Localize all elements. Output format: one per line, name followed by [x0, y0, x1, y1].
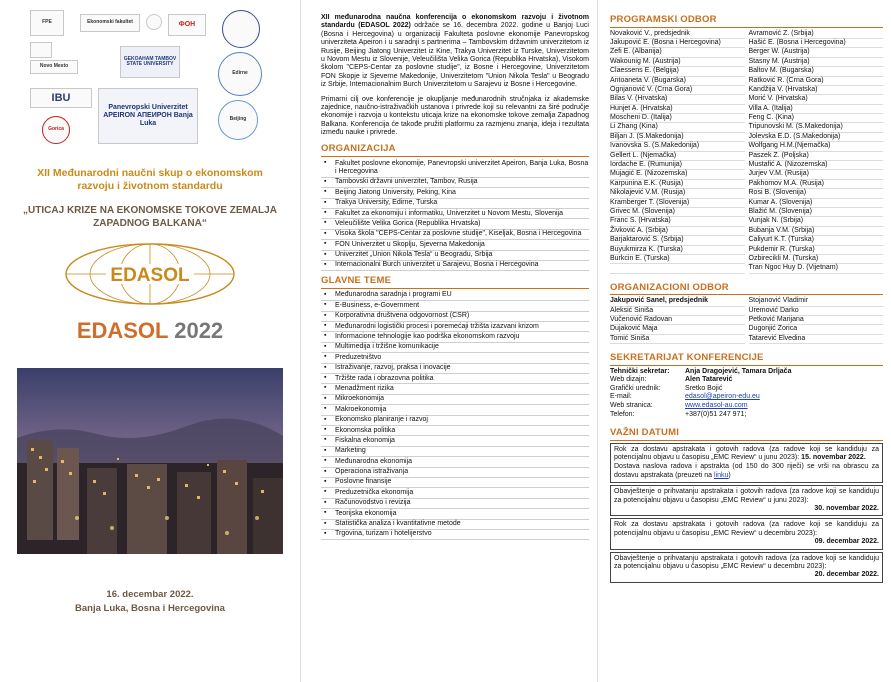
edasol-year: 2022	[174, 318, 224, 343]
tech-secretary-label: Tehnički sekretar:	[610, 367, 670, 375]
date-1-note-text: Dostava naslova radova i apstrakta (od 150 do 300 riječi) se vrši na obrascu za dostavu apstrakata (preuzeti na	[614, 463, 879, 479]
theme-item: ▪ Međunarodna saradnja i programi EU	[321, 291, 589, 301]
date-3-text: Rok za dostavu apstrakata i gotovih radova (za radove koji se kandiduju za potencijalnu objavu u časopisu „EMC Review“ u decembru 2023):	[614, 521, 879, 537]
theme-item: ▪ Marketing	[321, 447, 589, 457]
program-committee-member: Feng C. (Kina)	[749, 114, 884, 123]
program-committee-member: Bubanja V.M. (Srbija)	[749, 227, 884, 236]
theme-item: ▪ Istraživanje, razvoj, praksa i inovacije	[321, 364, 589, 374]
program-committee-member: Caliyurt K.T. (Turska)	[749, 236, 884, 245]
logo-seal	[146, 14, 162, 30]
theme-item: ▪ Ekonomsko planiranje i razvoj	[321, 416, 589, 426]
logo-beijing: Beijing	[218, 100, 258, 140]
banja-luka-night-photo	[17, 368, 283, 554]
program-committee-member: Li Zhang (Kina)	[610, 123, 745, 132]
program-committee-heading: PROGRAMSKI ODBOR	[610, 14, 883, 28]
date-4-date: 20. decembar 2022.	[814, 571, 879, 579]
organizing-committee-member: Dugonjić Zorica	[749, 325, 884, 334]
goal-paragraph: Primarni cilj ove konferencije je okupljanje međunarodnih stručnjaka iz akademske zajednice, naučno-istraživačkih ustanova i privrede koji su relevantni za širé područje ekonomije i razvoja u kontekstu uticaja krize na ekonomske tokove zemalja Zapadnog Balkana. Konferencija će takođe pružiti platformu za razmjenu znanja, ideja i rezultata između nauke i privrede.	[321, 95, 589, 137]
program-committee-member: Biljan J. (S.Makedonija)	[610, 133, 745, 142]
program-committee-member: Avramović Z. (Srbija)	[749, 30, 884, 39]
organizing-committee-member: Petković Marijana	[749, 316, 884, 325]
program-committee-member: Grivec M. (Slovenija)	[610, 208, 745, 217]
date-box-4	[610, 552, 883, 583]
program-committee-member: Jakupović E. (Bosna i Hercegovina)	[610, 39, 745, 48]
logo-fon: ФОН	[168, 14, 206, 36]
organization-item: ▪ Tambovski državni univerzitet, Tambov, Rusija	[321, 178, 589, 188]
program-committee-member: Wakounig M. (Austrija)	[610, 58, 745, 67]
conference-title: XII Međunarodni naučni skup o ekonomskom razvoju i životnom standardu	[37, 167, 263, 193]
theme-item: ▪ Menadžment rizika	[321, 384, 589, 394]
intro-paragraph	[321, 14, 589, 90]
program-committee-member: Ratković R. (Crna Gora)	[749, 77, 884, 86]
program-committee-member: Pakhomov M.A. (Rusija)	[749, 180, 884, 189]
theme-item: ▪ Poslovne finansije	[321, 478, 589, 488]
edasol-year-title	[50, 318, 250, 345]
program-committee-member: Berger W. (Austrija)	[749, 48, 884, 57]
abstract-form-link[interactable]: linku	[714, 471, 729, 479]
logo-fpe: FPE	[30, 10, 64, 36]
program-committee-member: Claessens E. (Belgija)	[610, 67, 745, 76]
logo-gorica: Gorica	[42, 116, 70, 144]
organization-item: ▪ Trakya University, Edirne, Turska	[321, 199, 589, 209]
theme-item: ▪ Preduzetništvo	[321, 353, 589, 363]
edasol-emblem	[60, 240, 240, 308]
program-committee-member: Pukdemir R. (Turska)	[749, 246, 884, 255]
program-committee-member: Kumar A. (Slovenija)	[749, 199, 884, 208]
date-2-date: 30. novembar 2022.	[814, 504, 879, 512]
organizing-committee-list	[610, 297, 883, 344]
program-committee-member: Tripunovski M. (S.Makedonija)	[749, 123, 884, 132]
program-committee-member: Ognjanović V. (Crna Gora)	[610, 86, 745, 95]
theme-item: ▪ Makroekonomija	[321, 405, 589, 415]
program-committee-member: Blažić M. (Slovenija)	[749, 208, 884, 217]
program-committee-member: Barjaktarović S. (Srbija)	[610, 236, 745, 245]
date-4-text: Obavještenje o prihvatanju apstrakata i gotovih radova (za radove koji se kandiduju za potencijalnu objavu u časopisu „EMC Review“ u decembru 2023):	[614, 554, 879, 570]
intro-rest: održaće se 16. decembra 2022. godine u Banjoj Luci (Bosna i Hercegovina) u organizaciji Fakulteta poslovne ekonomije Panevropskog univerziteta Apeiron i u saradnji s partnerima – Tambovskim državnim univerzitetom iz Rusije, Beijing Jiatong Univerzitet iz Kine, Trakya Univerzitet iz Turske, Univerzitetom u Novom Mestu iz Slovenije, Veleučilišta Velika Gorica (Republika Hrvatska), Visokom školom "CEPS-Centar za poslovne studije", iz Bosne i Hercegovine, Univerzitetom FON Skopje iz Sjeverne Makedonije, Univerzitetom "Union Nikola Tesla" u Beogradu iz Srbije, Internacionalnim Burch Univerzitetom u Sarajevu iz Bosne i Hercegovine.	[321, 22, 589, 89]
conference-theme: „UTICAJ KRIZE NA EKONOMSKE TOKOVE ZEMALJA ZAPADNOG BALKANA“	[23, 205, 277, 229]
program-committee-member: Rosi B. (Slovenija)	[749, 189, 884, 198]
program-committee-member: Burkcin E. (Turska)	[610, 255, 745, 264]
program-committee-member: Hašić E. (Bosna i Hercegovina)	[749, 39, 884, 48]
program-committee-member: Moscheni D. (Italija)	[610, 114, 745, 123]
logo-small-1	[30, 42, 52, 58]
theme-item: ▪ Međunarodni logistički procesi i poremećaji tržišta izazvani krizom	[321, 322, 589, 332]
program-committee-member: Mustafić A. (Nizozemska)	[749, 161, 884, 170]
phone-value: +387(0)51 247 971;	[685, 410, 747, 418]
organization-item: ▪ FON Univerzitet u Skoplju, Sjeverna Makedonija	[321, 240, 589, 250]
graphic-editor-value: Sretko Bojić	[685, 384, 723, 392]
theme-item: ▪ Informacione tehnologije kao podrška ekonomskom razvoju	[321, 332, 589, 342]
themes-heading: GLAVNE TEME	[321, 275, 589, 289]
date-1-note-end: )	[728, 471, 731, 479]
organization-list	[321, 159, 589, 271]
theme-item: ▪ Trgovina, turizam i hotelijerstvo	[321, 530, 589, 540]
program-committee-member: Franc S. (Hrvatska)	[610, 217, 745, 226]
organization-heading: ORGANIZACIJA	[321, 143, 589, 157]
program-committee-member: Živković A. (Srbija)	[610, 227, 745, 236]
program-committee-member: Ozbirecikli M. (Turska)	[749, 255, 884, 264]
organization-item: ▪ Internacionalni Burch univerzitet u Sarajevu, Bosna i Hercegovina	[321, 261, 589, 271]
program-committee-member: Kramberger T. (Slovenija)	[610, 199, 745, 208]
intro-bold: XII međunarodna naučna konferencija o ekonomskom razvoju i životnom standardu (EDASOL 2022)	[321, 14, 589, 30]
theme-item: ▪ Statistička analiza i kvantitativne metode	[321, 520, 589, 530]
logo-novo-mesto: Novo Mesto	[30, 60, 78, 74]
program-committee-member: Bilas V. (Hrvatska)	[610, 95, 745, 104]
logo-ekonomski-fakultet: Ekonomski fakultet	[80, 14, 140, 32]
program-committee-member: Karpunina E.K. (Rusija)	[610, 180, 745, 189]
program-committee-member: Hunjet A. (Hrvatska)	[610, 105, 745, 114]
theme-item: ▪ Fiskalna ekonomija	[321, 436, 589, 446]
organizing-committee-member: Tomić Siniša	[610, 335, 745, 344]
event-date: 16. decembar 2022.	[106, 589, 194, 600]
theme-item: ▪ Mikroekonomija	[321, 395, 589, 405]
email-link[interactable]: edasol@apeiron-edu.eu	[685, 393, 760, 401]
program-committee-member: Paszek Z. (Poljska)	[749, 152, 884, 161]
program-committee-member: Baltov M. (Bugarska)	[749, 67, 884, 76]
program-committee-member: Jurjev V.M. (Rusija)	[749, 170, 884, 179]
program-committee-member: Antoaneta V. (Bugarska)	[610, 77, 745, 86]
date-box-3	[610, 518, 883, 549]
web-design-label: Web dizajn:	[610, 376, 647, 384]
organization-item: ▪ Beijing Jiatong University, Peking, Kina	[321, 188, 589, 198]
date-1-date: 15. novembar 2022.	[801, 454, 866, 461]
tech-secretary-value: Anja Dragojević, Tamara Drljača	[685, 367, 792, 375]
program-committee-member: Wolfgang H.M.(Njemačka)	[749, 142, 884, 151]
theme-item: ▪ E-Business, e-Government	[321, 301, 589, 311]
graphic-editor-label: Grafički urednik:	[610, 384, 661, 392]
organizing-committee-member: Uremović Darko	[749, 307, 884, 316]
logo-ibu: IBU	[30, 88, 92, 108]
program-committee-member: Morić V. (Hrvatska)	[749, 95, 884, 104]
organizing-committee-member: Dujaković Maja	[610, 325, 745, 334]
committees-panel	[597, 0, 891, 682]
program-committee-member: Kandžija V. (Hrvatska)	[749, 86, 884, 95]
date-2-text: Obavještenje o prihvatanju apstrakata i gotovih radova (za radove koji se kandiduju za potencijalnu objavu u časopisu „EMC Review“ u junu 2023):	[614, 488, 879, 504]
themes-list	[321, 291, 589, 540]
program-committee-member: Buyukmirza K. (Turska)	[610, 246, 745, 255]
organization-item: ▪ Fakultet poslovne ekonomije, Panevropski univerzitet Apeiron, Banja Luka, Bosna i Hercegovina	[321, 159, 589, 178]
program-committee-member: Mujagić E. (Nizozemska)	[610, 170, 745, 179]
theme-item: ▪ Multimedija i tržišne komunikacije	[321, 343, 589, 353]
program-committee-member: Vunjak N. (Srbija)	[749, 217, 884, 226]
program-committee-list	[610, 30, 883, 274]
edasol-name: EDASOL	[76, 318, 169, 343]
important-dates-heading: VAŽNI DATUMI	[610, 427, 883, 441]
organization-item: ▪ Univerzitet „Union Nikola Tesla“ u Beogradu, Srbija	[321, 251, 589, 261]
secretariat-details	[610, 368, 883, 419]
date-box-2	[610, 485, 883, 516]
theme-item: ▪ Računovodstvo i revizija	[321, 499, 589, 509]
organizing-committee-heading: ORGANIZACIONI ODBOR	[610, 282, 883, 296]
phone-label: Telefon:	[610, 410, 635, 418]
date-box-1	[610, 443, 883, 484]
logo-apeiron: Panevropski Univerzitet APEIRON АПЕИРОН Banja Luka	[98, 88, 198, 144]
organizing-committee-member: Stojanović Vladimir	[749, 297, 884, 306]
logo-university-crest	[222, 10, 260, 48]
program-committee-member: Stasny M. (Austrija)	[749, 58, 884, 67]
cover-panel	[0, 0, 300, 682]
date-3-date: 09. decembar 2022.	[814, 538, 879, 546]
website-link[interactable]: www.edasol-au.com	[685, 401, 748, 409]
program-committee-member: Iordache E. (Rumunija)	[610, 161, 745, 170]
web-design-value: Alen Tatarević	[685, 376, 733, 384]
organizing-committee-member: Tatarević Elvedina	[749, 335, 884, 344]
organizing-committee-member: Aleksić Siniša	[610, 307, 745, 316]
theme-item: ▪ Međunarodna ekonomija	[321, 457, 589, 467]
organization-item: ▪ Visoka škola "CEPS-Centar za poslovne studije", Kiseljak, Bosna i Hercegovina	[321, 230, 589, 240]
program-committee-member: Novaković V., predsjednik	[610, 30, 745, 39]
theme-item: ▪ Preduzetnička ekonomija	[321, 488, 589, 498]
date-1-text: Rok za dostavu apstrakata i gotovih radova (za radove koji se kandiduju za potencijalnu objavu u časopisu „EMC Review“ u junu 2023):	[614, 445, 879, 461]
secretariat-heading: SEKRETARIJAT KONFERENCIJE	[610, 352, 883, 366]
event-place: Banja Luka, Bosna i Hercegovina	[75, 602, 225, 614]
theme-item: ▪ Tržište rada i obrazovna politika	[321, 374, 589, 384]
program-committee-member	[610, 264, 745, 273]
program-committee-member: Zefi E. (Albanija)	[610, 48, 745, 57]
info-panel	[300, 0, 597, 682]
program-committee-member: Jolevska E.D. (S.Makedonija)	[749, 133, 884, 142]
logo-tambov: GEKOAHAM TAMBOV STATE UNIVERSITY	[120, 46, 180, 78]
organizing-committee-member: Vučenović Radovan	[610, 316, 745, 325]
date-1-note	[614, 463, 879, 480]
program-committee-member: Nikolajević V.M. (Rusija)	[610, 189, 745, 198]
event-date-place	[20, 588, 280, 616]
logo-edirne: Edirne	[218, 52, 262, 96]
organization-item: ▪ Veleučilište Velika Gorica (Republika Hrvatska)	[321, 219, 589, 229]
program-committee-member: Gellert L. (Njemačka)	[610, 152, 745, 161]
website-label: Web stranica:	[610, 401, 653, 409]
program-committee-member: Tran Ngoc Huy D. (Vijetnam)	[749, 264, 884, 273]
theme-item: ▪ Teorijska ekonomija	[321, 509, 589, 519]
theme-item: ▪ Ekonomska politika	[321, 426, 589, 436]
theme-item: ▪ Operaciona istraživanja	[321, 468, 589, 478]
organizing-committee-member: Jakupović Sanel, predsjednik	[610, 297, 745, 306]
emblem-text: EDASOL	[110, 265, 190, 286]
program-committee-member: Villa A. (Italija)	[749, 105, 884, 114]
theme-item: ▪ Korporativna društvena odgovornost (CSR)	[321, 312, 589, 322]
email-label: E-mail:	[610, 393, 632, 401]
program-committee-member: Ivanovska S. (S.Makedonija)	[610, 142, 745, 151]
organization-item: ▪ Fakultet za ekonomiju i informatiku, Univerzitet u Novom Mestu, Slovenija	[321, 209, 589, 219]
